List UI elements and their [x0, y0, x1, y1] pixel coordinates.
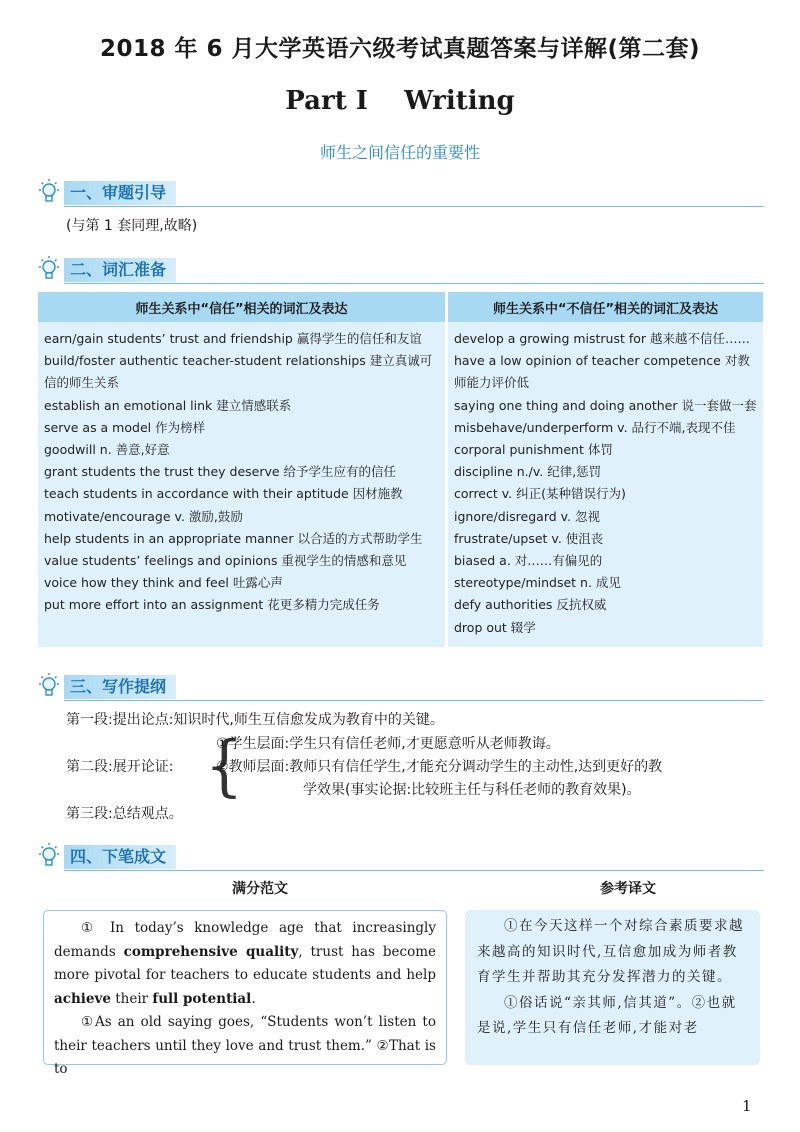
page-number: 1	[742, 1097, 752, 1115]
outline-point-2-cont: 学效果(事实论据:比较班主任与科任老师的教育效果)。	[303, 782, 641, 798]
section-heading-4	[36, 842, 764, 872]
key-phrase: comprehensive quality	[123, 943, 299, 960]
section-heading-2	[36, 255, 764, 285]
vocab-item: frustrate/upset v. 使沮丧	[454, 530, 604, 546]
key-phrase: achieve	[54, 990, 111, 1007]
section-title: 四、下笔成文	[64, 845, 176, 869]
vocab-item: earn/gain students’ trust and friendship 赢得学生的信任和友谊	[44, 331, 422, 346]
outline-point-1: ①学生层面:学生只有信任老师,才更愿意听从老师教诲。	[216, 736, 560, 752]
vocab-item: defy authorities 反抗权威	[454, 597, 607, 613]
section-title: 二、词汇准备	[64, 258, 176, 282]
vocabulary-table	[38, 292, 763, 647]
vocab-item: establish an emotional link 建立情感联系	[44, 397, 292, 413]
translation-box	[465, 910, 760, 1065]
outline-paragraph-1: 第一段:提出论点:知识时代,师生互信愈发成为教育中的关键。	[66, 712, 444, 728]
outline-paragraph-3: 第三段:总结观点。	[66, 806, 183, 822]
vocab-item: develop a growing mistrust for 越来越不信任……	[454, 331, 751, 346]
vocab-item: build/foster authentic teacher-student relationships 建立真诚可信的师生关系	[44, 353, 433, 391]
vocab-item: misbehave/underperform v. 品行不端,表现不佳	[454, 419, 736, 435]
outline-point-2: ②教师层面:教师只有信任学生,才能充分调动学生的主动性,达到更好的教	[216, 759, 663, 775]
section-note: (与第 1 套同理,故略)	[66, 218, 198, 234]
model-essay-box	[43, 910, 447, 1077]
vocab-header-trust: 师生关系中“信任”相关的词汇及表达	[38, 292, 448, 322]
translation-paragraph: ①俗话说“亲其师,信其道”。②也就是说,学生只有信任老师,才能对老	[477, 994, 737, 1036]
divider	[64, 700, 764, 701]
section-title: 一、审题引导	[64, 181, 176, 205]
section-heading-1	[36, 178, 764, 208]
vocab-item: value students’ feelings and opinions 重视学生的情感和意见	[44, 553, 407, 569]
page-title: 2018 年 6 月大学英语六级考试真题答案与详解(第二套)	[99, 36, 701, 62]
vocab-item: ignore/disregard v. 忽视	[454, 508, 601, 524]
vocab-item: grant students the trust they deserve 给予学生应有的信任	[44, 464, 397, 480]
essay-paragraph: ① In today’s knowledge age that increasingly demands comprehensive quality, trust has become more pivotal for teachers to educate students and help achieve their full potential.	[54, 920, 436, 1007]
section-title: 三、写作提纲	[64, 675, 176, 699]
vocab-item: stereotype/mindset n. 成见	[454, 575, 621, 591]
vocab-item: corporal punishment 体罚	[454, 442, 613, 458]
vocab-item: goodwill n. 善意,好意	[44, 442, 170, 458]
vocab-item: discipline n./v. 纪律,惩罚	[454, 464, 602, 480]
vocab-item: saying one thing and doing another 说一套做一套	[454, 397, 757, 413]
vocab-item: help students in an appropriate manner 以合适的方式帮助学生	[44, 530, 423, 546]
divider	[64, 206, 764, 207]
key-phrase: full potential	[152, 990, 252, 1007]
lightbulb-icon	[36, 178, 62, 208]
vocab-item: voice how they think and feel 吐露心声	[44, 575, 283, 591]
essay-paragraph: ①As an old saying goes, “Students won’t listen to their teachers until they love and trust them.” ②That is to	[54, 1014, 436, 1077]
vocab-item: correct v. 纠正(某种错误行为)	[454, 486, 626, 502]
essay-topic: 师生之间信任的重要性	[319, 143, 480, 162]
lightbulb-icon	[36, 842, 62, 872]
vocab-header-distrust: 师生关系中“不信任”相关的词汇及表达	[448, 292, 763, 322]
lightbulb-icon	[36, 255, 62, 285]
divider	[64, 870, 764, 871]
brace: {	[205, 727, 244, 805]
part-title: Part I Writing	[285, 86, 515, 116]
vocab-column-distrust	[448, 322, 763, 647]
vocab-item: have a low opinion of teacher competence 对教师能力评价低	[454, 353, 750, 391]
section-heading-3	[36, 672, 764, 702]
vocab-item: teach students in accordance with their aptitude 因材施教	[44, 486, 403, 502]
divider	[64, 283, 764, 284]
vocab-item: serve as a model 作为榜样	[44, 419, 206, 435]
translation-paragraph: ①在今天这样一个对综合素质要求越来越高的知识时代,互信愈加成为师者教育学生并帮助其充分发挥潜力的关键。	[477, 918, 744, 985]
vocab-item: drop out 辍学	[454, 619, 536, 635]
lightbulb-icon	[36, 672, 62, 702]
vocab-column-trust	[38, 322, 448, 647]
outline-paragraph-2-label: 第二段:展开论证:	[66, 759, 174, 775]
translation-heading: 参考译文	[600, 881, 656, 897]
vocab-item: biased a. 对……有偏见的	[454, 553, 603, 569]
vocab-item: motivate/encourage v. 激励,鼓励	[44, 508, 243, 524]
vocab-item: put more effort into an assignment 花更多精力完成任务	[44, 597, 380, 613]
model-essay-heading: 满分范文	[232, 881, 288, 897]
